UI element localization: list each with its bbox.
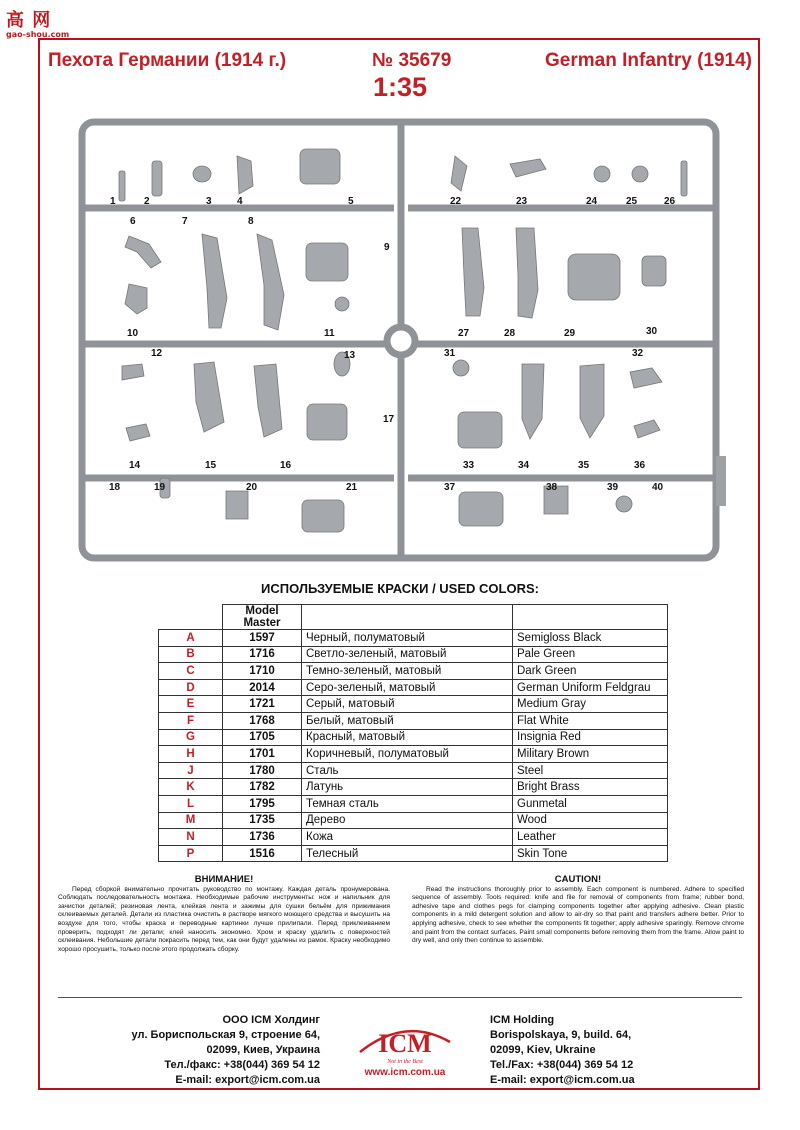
color-code: 1716 (223, 646, 302, 663)
title-russian: Пехота Германии (1914 г.) (48, 50, 287, 71)
address-line: E-mail: export@icm.com.ua (175, 1074, 320, 1086)
color-name-ru: Латунь (302, 779, 513, 796)
part-label: 30 (646, 326, 658, 337)
color-letter: E (159, 696, 223, 713)
icm-logo (355, 1020, 455, 1080)
color-name-ru: Темно-зеленый, матовый (302, 663, 513, 680)
caution-english (412, 876, 744, 946)
header-empty (302, 605, 513, 630)
caution-english-text: Read the instructions thoroughly prior to assembly. Each component is numbered. Adhere to specified sequence of assembly. Tools required: knife and file for removal of components from frame; rubber bond, adhesive tape and clothes pegs for clamping components together after applying adhesive. Clean plastic components in a mild detergent solution and allow to air-dry so that paint and transfers adhere better. Prior to applying adhesive, check to see whether the components fit together; apply adhesive sparingly. Remove chrome and paint from the contact surfaces. Paint small components before removing them from the frame. Allow paint to dry well, and only then continue to assemble. (412, 885, 744, 945)
color-name-ru: Сталь (302, 762, 513, 779)
color-name-en: Gunmetal (513, 795, 668, 812)
color-row (159, 630, 668, 647)
color-name-ru: Темная сталь (302, 795, 513, 812)
logo-tagline: Not in the Best (387, 1059, 423, 1065)
color-row (159, 746, 668, 763)
part-label: 33 (463, 460, 475, 471)
watermark (6, 6, 69, 39)
part-label: 32 (632, 348, 644, 359)
footer-divider (58, 997, 742, 998)
color-name-ru: Белый, матовый (302, 712, 513, 729)
color-code: 1768 (223, 712, 302, 729)
color-name-ru: Кожа (302, 829, 513, 846)
color-row (159, 679, 668, 696)
address-line: E-mail: export@icm.com.ua (490, 1074, 635, 1086)
color-name-ru: Красный, матовый (302, 729, 513, 746)
title-english: German Infantry (1914) (545, 50, 752, 71)
website-url[interactable]: www.icm.com.ua (364, 1067, 446, 1078)
color-row (159, 663, 668, 680)
color-letter: C (159, 663, 223, 680)
color-row (159, 729, 668, 746)
icm-logo-mark (355, 1020, 455, 1068)
color-letter: M (159, 812, 223, 829)
color-letter: A (159, 630, 223, 647)
part-label: 17 (383, 414, 395, 425)
part-label: 12 (151, 348, 163, 359)
part-label: 29 (564, 328, 576, 339)
part-label: 15 (205, 460, 217, 471)
color-code: 1597 (223, 630, 302, 647)
watermark-url: gao-shou.com (6, 30, 70, 39)
color-code: 1516 (223, 845, 302, 862)
color-code: 1795 (223, 795, 302, 812)
color-name-en: Leather (513, 829, 668, 846)
color-name-ru: Светло-зеленый, матовый (302, 646, 513, 663)
color-code: 1710 (223, 663, 302, 680)
scale-label: 1:35 (372, 72, 428, 102)
color-name-en: Bright Brass (513, 779, 668, 796)
color-name-en: Semigloss Black (513, 630, 668, 647)
color-row (159, 812, 668, 829)
color-letter: D (159, 679, 223, 696)
color-letter: F (159, 712, 223, 729)
watermark-site: 高 网 (6, 10, 52, 31)
color-letter: B (159, 646, 223, 663)
part-label: 2 (144, 196, 150, 207)
part-label: 28 (504, 328, 516, 339)
color-name-en: Military Brown (513, 746, 668, 763)
logo-text: ICM (378, 1029, 432, 1058)
color-row (159, 646, 668, 663)
color-name-en: Medium Gray (513, 696, 668, 713)
caution-russian-text: Перед сборкой внимательно прочитать руководство по монтажу. Каждая деталь пронумерована. Соблюдать последовательность монтажа. Необходимые рабочие инструменты: нож и напильник для зачистки деталей; резиновая лента, клейкая лента и зажимы для сушки бельём для прижимания склеиваемых деталей. Детали из пластика очистить в растворе мягкого моющего средства и высушить на воздухе для того, чтобы краска и переводные картинки лучше прилипали. Перед приклеиванием проверить, подходят ли детали; клей наносить экономно. Хром и краску удалить с поверхностей склеивания. Небольшие детали покрасить перед тем, как они будут удалены из рамок. Краску необходимо хорошо просушить, только после этого продолжать сборку. (58, 885, 390, 953)
part-label: 38 (546, 482, 558, 493)
color-name-en: Insignia Red (513, 729, 668, 746)
address-line: 02099, Kiev, Ukraine (490, 1044, 596, 1056)
part-label: 21 (346, 482, 358, 493)
kit-number: № 35679 (372, 50, 452, 71)
part-label: 8 (248, 216, 254, 227)
color-name-en: Dark Green (513, 663, 668, 680)
color-code: 1735 (223, 812, 302, 829)
color-letter: H (159, 746, 223, 763)
color-row (159, 795, 668, 812)
part-label: 10 (127, 328, 139, 339)
address-russian (131, 1013, 320, 1088)
color-letter: L (159, 795, 223, 812)
part-label: 14 (129, 460, 141, 471)
color-letter: N (159, 829, 223, 846)
color-row (159, 829, 668, 846)
part-label: 35 (578, 460, 590, 471)
part-label: 27 (458, 328, 470, 339)
part-label: 40 (652, 482, 664, 493)
part-label: 18 (109, 482, 121, 493)
address-line: ICM Holding (490, 1014, 555, 1026)
part-label: 4 (237, 196, 243, 207)
part-label: 25 (626, 196, 638, 207)
part-label: 16 (280, 460, 292, 471)
caution-russian (58, 876, 390, 954)
part-label: 20 (246, 482, 258, 493)
color-name-ru: Телесный (302, 845, 513, 862)
colors-body (159, 630, 668, 862)
colors-title: ИСПОЛЬЗУЕМЫЕ КРАСКИ / USED COLORS: (261, 581, 539, 596)
address-line: ООО ICM Холдинг (222, 1014, 320, 1026)
part-label: 7 (182, 216, 188, 227)
color-row (159, 779, 668, 796)
address-english (490, 1013, 635, 1088)
color-row (159, 696, 668, 713)
part-label: 31 (444, 348, 456, 359)
address-line: ул. Бориспольская 9, строение 64, (131, 1029, 320, 1041)
part-label: 23 (516, 196, 528, 207)
color-name-en: Steel (513, 762, 668, 779)
caution-russian-title: ВНИМАНИЕ! (194, 874, 254, 885)
color-name-ru: Дерево (302, 812, 513, 829)
color-code: 1736 (223, 829, 302, 846)
color-name-en: Wood (513, 812, 668, 829)
part-label: 9 (384, 242, 390, 253)
color-name-en: Skin Tone (513, 845, 668, 862)
color-row (159, 712, 668, 729)
part-label: 26 (664, 196, 676, 207)
address-line: Borispolskaya, 9, build. 64, (490, 1029, 632, 1041)
color-letter: P (159, 845, 223, 862)
colors-header-row (159, 605, 668, 630)
part-label: 13 (344, 350, 356, 361)
color-code: 2014 (223, 679, 302, 696)
part-label: 3 (206, 196, 212, 207)
color-name-ru: Серый, матовый (302, 696, 513, 713)
color-code: 1721 (223, 696, 302, 713)
color-code: 1780 (223, 762, 302, 779)
header-empty (159, 605, 223, 630)
part-label: 6 (130, 216, 136, 227)
address-line: 02099, Киев, Украина (206, 1044, 320, 1056)
color-name-en: German Uniform Feldgrau (513, 679, 668, 696)
part-label: 24 (586, 196, 598, 207)
color-name-ru: Черный, полуматовый (302, 630, 513, 647)
colors-table (158, 604, 668, 862)
color-code: 1701 (223, 746, 302, 763)
color-code: 1705 (223, 729, 302, 746)
part-label: 11 (324, 328, 335, 339)
color-name-ru: Коричневый, полуматовый (302, 746, 513, 763)
color-name-en: Flat White (513, 712, 668, 729)
color-letter: K (159, 779, 223, 796)
header-empty (513, 605, 668, 630)
part-label: 1 (110, 196, 116, 207)
address-line: Tel./Fax: +38(044) 369 54 12 (490, 1059, 634, 1071)
color-name-ru: Серо-зеленый, матовый (302, 679, 513, 696)
sprue-diagram (74, 116, 726, 566)
color-code: 1782 (223, 779, 302, 796)
part-label: 5 (348, 196, 354, 207)
color-row (159, 845, 668, 862)
header-brand: Model Master (223, 605, 302, 630)
part-label: 34 (518, 460, 530, 471)
part-label: 19 (154, 482, 166, 493)
part-label: 22 (450, 196, 462, 207)
address-line: Тел./факс: +38(044) 369 54 12 (164, 1059, 320, 1071)
caution-english-title: CAUTION! (554, 874, 602, 885)
part-label: 37 (444, 482, 456, 493)
color-letter: G (159, 729, 223, 746)
color-row (159, 762, 668, 779)
color-letter: J (159, 762, 223, 779)
part-label: 39 (607, 482, 619, 493)
color-name-en: Pale Green (513, 646, 668, 663)
part-label: 36 (634, 460, 646, 471)
